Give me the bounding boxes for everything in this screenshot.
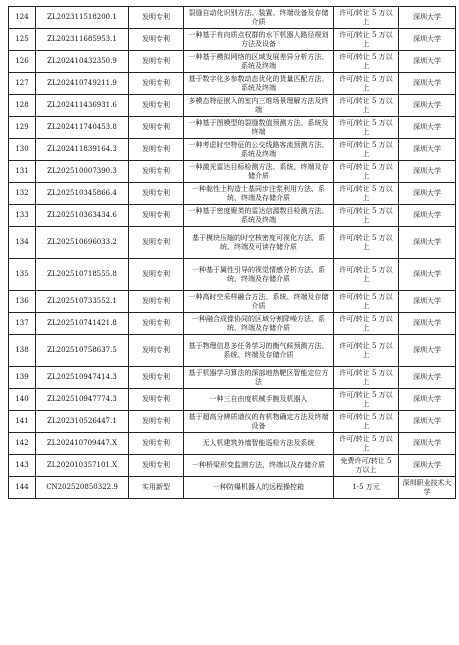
patent-table-container (8, 6, 453, 499)
owner-institution-cell: 深圳大学 (399, 7, 456, 29)
patent-id-cell: ZL202310526447.1 (36, 411, 129, 433)
row-number-cell: 142 (9, 433, 36, 455)
row-number-cell: 143 (9, 455, 36, 477)
patent-title-cell: 一种基于图模型的裂缝数值预测方法、系统及终端 (184, 117, 334, 139)
patent-id-cell: ZL202510947774.3 (36, 389, 129, 411)
table-row (9, 313, 456, 335)
patent-table (8, 6, 456, 499)
patent-title-cell: 一种防爆机器人的远程操控箱 (184, 477, 334, 499)
owner-institution-cell: 深圳大学 (399, 367, 456, 389)
license-terms-cell: 许可/转让 5 万以上 (334, 7, 399, 29)
license-terms-cell: 许可/转让 5 万以上 (334, 389, 399, 411)
row-number-cell: 127 (9, 73, 36, 95)
owner-institution-cell: 深圳大学 (399, 259, 456, 291)
table-row (9, 477, 456, 499)
patent-title-cell: 基于数字化多参数动态优化的货量匹配方法、系统及终端 (184, 73, 334, 95)
license-terms-cell: 许可/转让 5 万以上 (334, 259, 399, 291)
license-terms-cell: 许可/转让 5 万以上 (334, 367, 399, 389)
table-row (9, 73, 456, 95)
license-terms-cell: 许可/转让 5 万以上 (334, 29, 399, 51)
owner-institution-cell: 深圳大学 (399, 95, 456, 117)
patent-type-cell: 发明专利 (129, 227, 184, 259)
patent-type-cell: 发明专利 (129, 29, 184, 51)
patent-title-cell: 一种桥梁形变监测方法、终端以及存储介质 (184, 455, 334, 477)
license-terms-cell: 许可/转让 5 万以上 (334, 95, 399, 117)
row-number-cell: 124 (9, 7, 36, 29)
row-number-cell: 133 (9, 205, 36, 227)
owner-institution-cell: 深圳大学 (399, 411, 456, 433)
license-terms-cell: 1-5 万元 (334, 477, 399, 499)
owner-institution-cell: 深圳大学 (399, 29, 456, 51)
patent-title-cell: 基于物理信息多任务学习的衡气候预测方法、系统、终端及存储介质 (184, 335, 334, 367)
patent-type-cell: 发明专利 (129, 51, 184, 73)
license-terms-cell: 许可/转让 5 万以上 (334, 227, 399, 259)
row-number-cell: 140 (9, 389, 36, 411)
owner-institution-cell: 深圳大学 (399, 117, 456, 139)
patent-id-cell: ZL202010357101.X (36, 455, 129, 477)
patent-id-cell: ZL202410432350.9 (36, 51, 129, 73)
table-row (9, 291, 456, 313)
row-number-cell: 135 (9, 259, 36, 291)
owner-institution-cell: 深圳大学 (399, 51, 456, 73)
patent-type-cell: 发明专利 (129, 389, 184, 411)
table-row (9, 389, 456, 411)
patent-title-cell: 一种黏性土构造土基同步注浆利用方法、系统、终端及存储介质 (184, 183, 334, 205)
row-number-cell: 138 (9, 335, 36, 367)
patent-title-cell: 一种融合成像协同的区域分割降噪方法、系统、终端及存储介质 (184, 313, 334, 335)
row-number-cell: 137 (9, 313, 36, 335)
patent-type-cell: 发明专利 (129, 291, 184, 313)
patent-title-cell: 一种基于有向质点权群的水下机器人路径规划方法及设备 (184, 29, 334, 51)
patent-type-cell: 发明专利 (129, 73, 184, 95)
table-row (9, 51, 456, 73)
row-number-cell: 132 (9, 183, 36, 205)
table-row (9, 117, 456, 139)
table-row (9, 161, 456, 183)
patent-id-cell: ZL202411740453.8 (36, 117, 129, 139)
patent-table-body (9, 7, 456, 499)
owner-institution-cell: 深圳大学 (399, 205, 456, 227)
patent-type-cell: 发明专利 (129, 259, 184, 291)
owner-institution-cell: 深圳大学 (399, 139, 456, 161)
owner-institution-cell: 深圳大学 (399, 335, 456, 367)
license-terms-cell: 许可/转让 5 万以上 (334, 117, 399, 139)
patent-title-cell: 无人机建筑外墙智能巡检方法及系统 (184, 433, 334, 455)
row-number-cell: 129 (9, 117, 36, 139)
patent-id-cell: ZL202510007390.3 (36, 161, 129, 183)
patent-title-cell: 一种基于密度聚类的雷达信源数目检测方法、系统及终端 (184, 205, 334, 227)
row-number-cell: 141 (9, 411, 36, 433)
row-number-cell: 126 (9, 51, 36, 73)
license-terms-cell: 许可/转让 5 万以上 (334, 51, 399, 73)
owner-institution-cell: 深圳大学 (399, 433, 456, 455)
table-row (9, 259, 456, 291)
owner-institution-cell: 深圳大学 (399, 183, 456, 205)
patent-id-cell: ZL202410749211.9 (36, 73, 129, 95)
patent-type-cell: 发明专利 (129, 117, 184, 139)
patent-title-cell: 裂缝自动化识别方法、装置、终端设备及存储介质 (184, 7, 334, 29)
license-terms-cell: 许可/转让 5 万以上 (334, 433, 399, 455)
row-number-cell: 131 (9, 161, 36, 183)
license-terms-cell: 许可/转让 5 万以上 (334, 183, 399, 205)
patent-id-cell: ZL202411839164.3 (36, 139, 129, 161)
row-number-cell: 125 (9, 29, 36, 51)
patent-title-cell: 多模态特征嵌入的室内三维场景理解方法及终端 (184, 95, 334, 117)
owner-institution-cell: 深圳大学 (399, 161, 456, 183)
patent-type-cell: 发明专利 (129, 335, 184, 367)
license-terms-cell: 许可/转让 5 万以上 (334, 139, 399, 161)
row-number-cell: 136 (9, 291, 36, 313)
table-row (9, 95, 456, 117)
license-terms-cell: 许可/转让 5 万以上 (334, 411, 399, 433)
patent-title-cell: 基于机器学习算法的深部地热靶区智能定位方法 (184, 367, 334, 389)
patent-id-cell: ZL202510758637.5 (36, 335, 129, 367)
license-terms-cell: 许可/转让 5 万以上 (334, 73, 399, 95)
table-row (9, 455, 456, 477)
patent-type-cell: 发明专利 (129, 183, 184, 205)
patent-type-cell: 发明专利 (129, 7, 184, 29)
patent-title-cell: 一种基于模拟网络的区域发展差异分析方法、系统及终端 (184, 51, 334, 73)
license-terms-cell: 许可/转让 5 万以上 (334, 335, 399, 367)
table-row (9, 205, 456, 227)
patent-id-cell: ZL202311518200.1 (36, 7, 129, 29)
patent-title-cell: 基于超高分辨质谱仪的有机物确定方法及终端设备 (184, 411, 334, 433)
patent-type-cell: 发明专利 (129, 161, 184, 183)
owner-institution-cell: 深圳大学 (399, 389, 456, 411)
patent-type-cell: 发明专利 (129, 411, 184, 433)
owner-institution-cell: 深圳大学 (399, 73, 456, 95)
table-row (9, 411, 456, 433)
owner-institution-cell: 深圳大学 (399, 291, 456, 313)
license-terms-cell: 免费许可/转让 5 万以上 (334, 455, 399, 477)
patent-title-cell: 一种基于属性引导的视觉情感分析方法、系统、终端及存储介质 (184, 259, 334, 291)
license-terms-cell: 许可/转让 5 万以上 (334, 291, 399, 313)
patent-type-cell: 实用新型 (129, 477, 184, 499)
table-row (9, 433, 456, 455)
patent-id-cell: ZL202510718555.8 (36, 259, 129, 291)
owner-institution-cell: 深圳大学 (399, 455, 456, 477)
patent-title-cell: 一种三自由度机械手腕及机器人 (184, 389, 334, 411)
patent-type-cell: 发明专利 (129, 433, 184, 455)
table-row (9, 139, 456, 161)
row-number-cell: 144 (9, 477, 36, 499)
patent-type-cell: 发明专利 (129, 95, 184, 117)
patent-type-cell: 发明专利 (129, 205, 184, 227)
owner-institution-cell: 深圳职业技术大学 (399, 477, 456, 499)
patent-id-cell: ZL202410709447.X (36, 433, 129, 455)
patent-type-cell: 发明专利 (129, 455, 184, 477)
patent-title-cell: 一种高时空采样融合方法、系统、终端及存储介质 (184, 291, 334, 313)
table-row (9, 7, 456, 29)
table-row (9, 367, 456, 389)
owner-institution-cell: 深圳大学 (399, 227, 456, 259)
license-terms-cell: 许可/转让 5 万以上 (334, 205, 399, 227)
patent-type-cell: 发明专利 (129, 367, 184, 389)
patent-title-cell: 基于模块压缩的时空核密度可视化方法、系统、终端及可读存储介质 (184, 227, 334, 259)
patent-id-cell: CN202520850322.9 (36, 477, 129, 499)
row-number-cell: 128 (9, 95, 36, 117)
table-row (9, 29, 456, 51)
patent-id-cell: ZL202510741421.8 (36, 313, 129, 335)
table-row (9, 227, 456, 259)
row-number-cell: 139 (9, 367, 36, 389)
table-row (9, 335, 456, 367)
table-row (9, 183, 456, 205)
patent-title-cell: 一种考虑时空特征的公交线路客流预测方法、系统及终端 (184, 139, 334, 161)
patent-id-cell: ZL202510363434.6 (36, 205, 129, 227)
patent-id-cell: ZL202510733552.1 (36, 291, 129, 313)
patent-id-cell: ZL202510696033.2 (36, 227, 129, 259)
patent-title-cell: 一种激光雷达目标检测方法、系统、终端及存储介质 (184, 161, 334, 183)
row-number-cell: 130 (9, 139, 36, 161)
owner-institution-cell: 深圳大学 (399, 313, 456, 335)
patent-type-cell: 发明专利 (129, 139, 184, 161)
patent-type-cell: 发明专利 (129, 313, 184, 335)
license-terms-cell: 许可/转让 5 万以上 (334, 313, 399, 335)
license-terms-cell: 许可/转让 5 万以上 (334, 161, 399, 183)
patent-id-cell: ZL202311685953.1 (36, 29, 129, 51)
patent-id-cell: ZL202411436931.6 (36, 95, 129, 117)
row-number-cell: 134 (9, 227, 36, 259)
patent-id-cell: ZL202510345866.4 (36, 183, 129, 205)
patent-id-cell: ZL202510947414.3 (36, 367, 129, 389)
